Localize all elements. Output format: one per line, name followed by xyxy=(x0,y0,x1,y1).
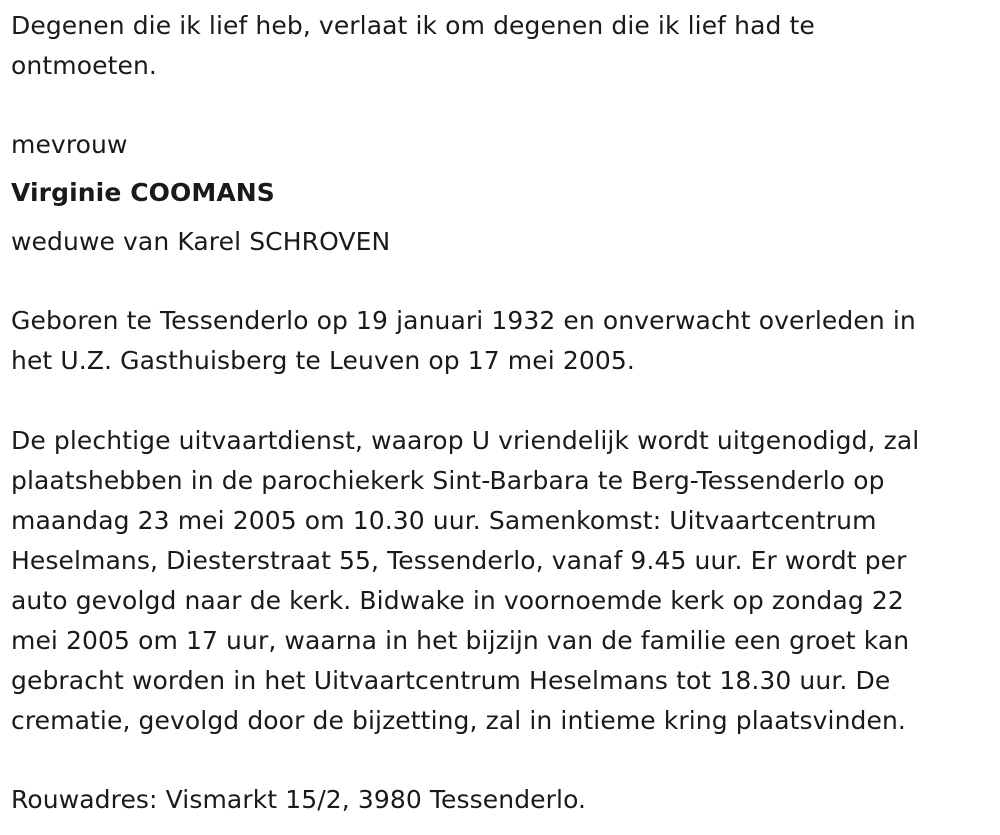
service-line: De plechtige uitvaartdienst, waarop U vriendelijk wordt uitgenodigd, zal xyxy=(11,426,920,455)
service-line: gebracht worden in het Uitvaartcentrum Heselmans tot 18.30 uur. De xyxy=(11,666,891,695)
mourning-address-text: Rouwadres: Vismarkt 15/2, 3980 Tessenderlo. xyxy=(11,785,587,814)
salutation-text: mevrouw xyxy=(11,130,128,159)
service-line: Heselmans, Diesterstraat 55, Tessenderlo, vanaf 9.45 uur. Er wordt per xyxy=(11,546,907,575)
birth-death-line: Geboren te Tessenderlo op 19 januari 1932 en onverwacht overleden in xyxy=(11,306,916,335)
mourning-address xyxy=(11,780,586,820)
relation-text: weduwe van Karel SCHROVEN xyxy=(11,227,391,256)
service-line: auto gevolgd naar de kerk. Bidwake in voornoemde kerk op zondag 22 xyxy=(11,586,904,615)
deceased-name xyxy=(11,173,275,213)
birth-death-line: het U.Z. Gasthuisberg te Leuven op 17 mei 2005. xyxy=(11,346,635,375)
service-details-paragraph xyxy=(11,421,919,741)
deceased-name-text: Virginie COOMANS xyxy=(11,178,275,207)
service-line: mei 2005 om 17 uur, waarna in het bijzijn van de familie een groet kan xyxy=(11,626,910,655)
salutation xyxy=(11,125,128,165)
motto-line: Degenen die ik lief heb, verlaat ik om degenen die ik lief had te xyxy=(11,11,815,40)
relation xyxy=(11,222,390,262)
service-line: maandag 23 mei 2005 om 10.30 uur. Samenkomst: Uitvaartcentrum xyxy=(11,506,877,535)
service-line: plaatshebben in de parochiekerk Sint-Barbara te Berg-Tessenderlo op xyxy=(11,466,885,495)
motto-text xyxy=(11,6,815,86)
motto-line: ontmoeten. xyxy=(11,51,157,80)
service-line: crematie, gevolgd door de bijzetting, zal in intieme kring plaatsvinden. xyxy=(11,706,906,735)
birth-death-paragraph xyxy=(11,301,916,381)
